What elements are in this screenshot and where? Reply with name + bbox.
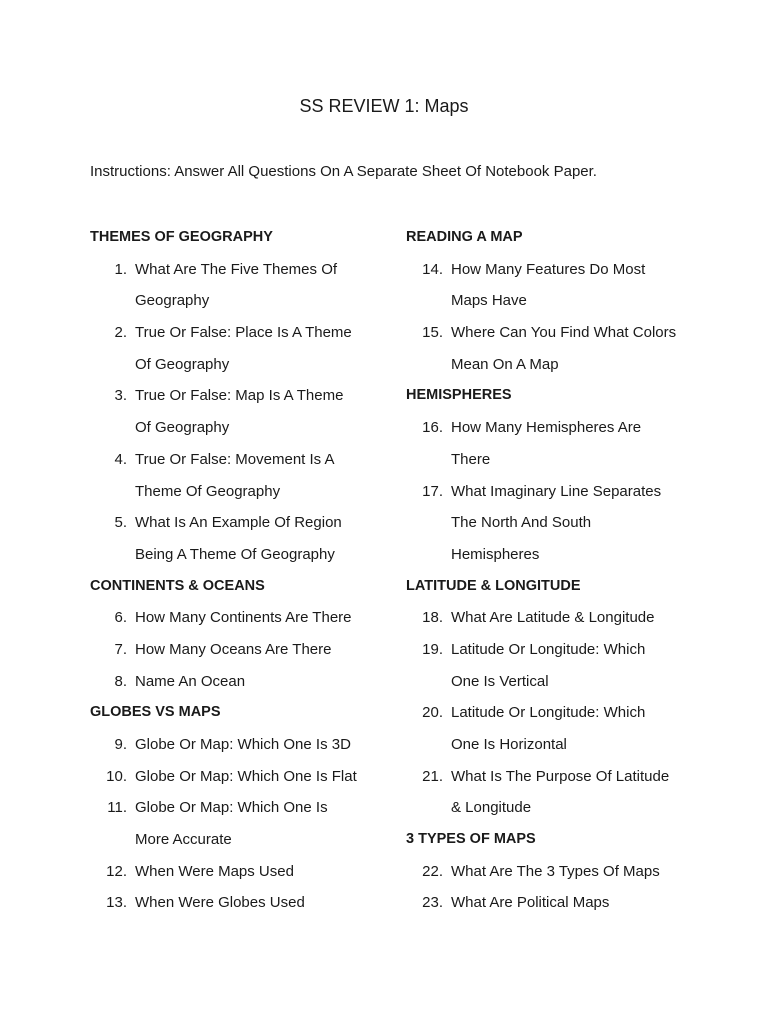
- question-text: What Are Latitude & Longitude: [451, 609, 655, 627]
- question-item: [90, 602, 390, 634]
- question-text: What Imaginary Line Separates: [451, 482, 662, 500]
- question-number: 14.: [422, 260, 443, 278]
- question-number: 4.: [114, 450, 127, 468]
- question-text: When Were Maps Used: [135, 862, 294, 880]
- question-text: What Is The Purpose Of Latitude: [451, 767, 670, 785]
- question-item: [406, 412, 706, 444]
- question-text: Latitude Or Longitude: Which: [451, 704, 646, 722]
- question-number: 21.: [422, 767, 443, 785]
- section-heading: GLOBES VS MAPS: [90, 704, 221, 721]
- question-text: What Are The Five Themes Of: [135, 260, 338, 278]
- question-item: [406, 254, 706, 286]
- question-text: What Are Political Maps: [451, 894, 610, 912]
- section-heading: THEMES OF GEOGRAPHY: [90, 229, 273, 245]
- question-number: 10.: [106, 767, 127, 785]
- question-text-continued: Of Geography: [135, 355, 230, 373]
- question-text-continued: More Accurate: [135, 831, 232, 849]
- question-number: 2.: [114, 324, 127, 342]
- section-heading: READING A MAP: [406, 229, 523, 245]
- question-text-continued: Mean On A Map: [451, 355, 559, 373]
- question-item: [406, 634, 706, 666]
- page-title: SS REVIEW 1: Maps: [299, 96, 469, 116]
- question-item: [90, 444, 390, 476]
- section-heading: 3 TYPES OF MAPS: [406, 831, 536, 848]
- question-text-continued: Maps Have: [451, 292, 527, 310]
- question-item: [90, 856, 390, 888]
- question-text: Globe Or Map: Which One Is: [135, 799, 328, 817]
- question-item: [90, 666, 390, 698]
- question-text-continued: & Longitude: [451, 799, 532, 817]
- question-number: 6.: [114, 609, 127, 627]
- question-text: Where Can You Find What Colors: [451, 324, 677, 342]
- question-number: 12.: [106, 862, 127, 880]
- question-number: 13.: [106, 894, 127, 912]
- question-item: [406, 761, 706, 793]
- question-number: 7.: [114, 640, 127, 658]
- question-text: How Many Oceans Are There: [135, 640, 332, 658]
- question-text: When Were Globes Used: [135, 894, 305, 912]
- question-item: [406, 697, 706, 729]
- question-text-continued: Geography: [135, 292, 210, 310]
- question-item: [90, 380, 390, 412]
- question-item: [90, 317, 390, 349]
- question-item: [90, 792, 390, 824]
- question-item: [90, 254, 390, 286]
- question-number: 20.: [422, 704, 443, 722]
- question-number: 11.: [107, 799, 127, 817]
- question-item: [406, 602, 706, 634]
- question-number: 8.: [114, 672, 127, 690]
- question-number: 19.: [422, 640, 443, 658]
- question-item: [90, 761, 390, 793]
- question-text-continued: Being A Theme Of Geography: [135, 545, 335, 563]
- instructions-text: Instructions: Answer All Questions On A Separate Sheet Of Notebook Paper.: [90, 163, 597, 180]
- question-text-continued: One Is Vertical: [451, 672, 549, 690]
- section-heading: CONTINENTS & OCEANS: [90, 577, 265, 594]
- question-text-continued: There: [451, 450, 491, 468]
- question-number: 5.: [114, 514, 127, 532]
- question-text-continued: Theme Of Geography: [135, 482, 281, 500]
- question-item: [406, 856, 706, 888]
- question-text: Globe Or Map: Which One Is Flat: [135, 767, 357, 785]
- question-text-continued: Of Geography: [135, 419, 230, 437]
- question-number: 17.: [422, 482, 443, 500]
- question-item: [90, 507, 390, 539]
- question-number: 3.: [114, 387, 127, 405]
- question-text: True Or False: Map Is A Theme: [135, 387, 344, 405]
- question-text: How Many Features Do Most: [451, 260, 646, 278]
- right-column: [406, 222, 706, 919]
- question-item: [406, 317, 706, 349]
- question-number: 15.: [422, 324, 443, 342]
- left-column: [90, 222, 390, 919]
- question-number: 22.: [422, 862, 443, 880]
- question-text-continued: Hemispheres: [451, 545, 540, 563]
- question-text: What Is An Example Of Region: [135, 514, 342, 532]
- question-text: What Are The 3 Types Of Maps: [451, 862, 660, 880]
- question-number: 23.: [422, 894, 443, 912]
- question-item: [406, 887, 706, 919]
- question-item: [90, 887, 390, 919]
- question-text: How Many Hemispheres Are: [451, 419, 642, 437]
- question-text: True Or False: Place Is A Theme: [135, 324, 352, 342]
- question-item: [406, 476, 706, 508]
- section-heading: HEMISPHERES: [406, 387, 512, 404]
- question-number: 18.: [422, 609, 443, 627]
- question-item: [90, 729, 390, 761]
- question-text-continued: The North And South: [451, 514, 592, 532]
- question-text: Latitude Or Longitude: Which: [451, 640, 646, 658]
- question-text: How Many Continents Are There: [135, 609, 352, 627]
- question-text: Globe Or Map: Which One Is 3D: [135, 736, 351, 753]
- question-number: 16.: [422, 419, 443, 437]
- question-number: 9.: [114, 736, 127, 753]
- section-heading: LATITUDE & LONGITUDE: [406, 577, 581, 594]
- question-number: 1.: [114, 260, 127, 278]
- question-text-continued: One Is Horizontal: [451, 736, 567, 753]
- question-item: [90, 634, 390, 666]
- question-text: Name An Ocean: [135, 672, 246, 690]
- question-text: True Or False: Movement Is A: [135, 450, 335, 468]
